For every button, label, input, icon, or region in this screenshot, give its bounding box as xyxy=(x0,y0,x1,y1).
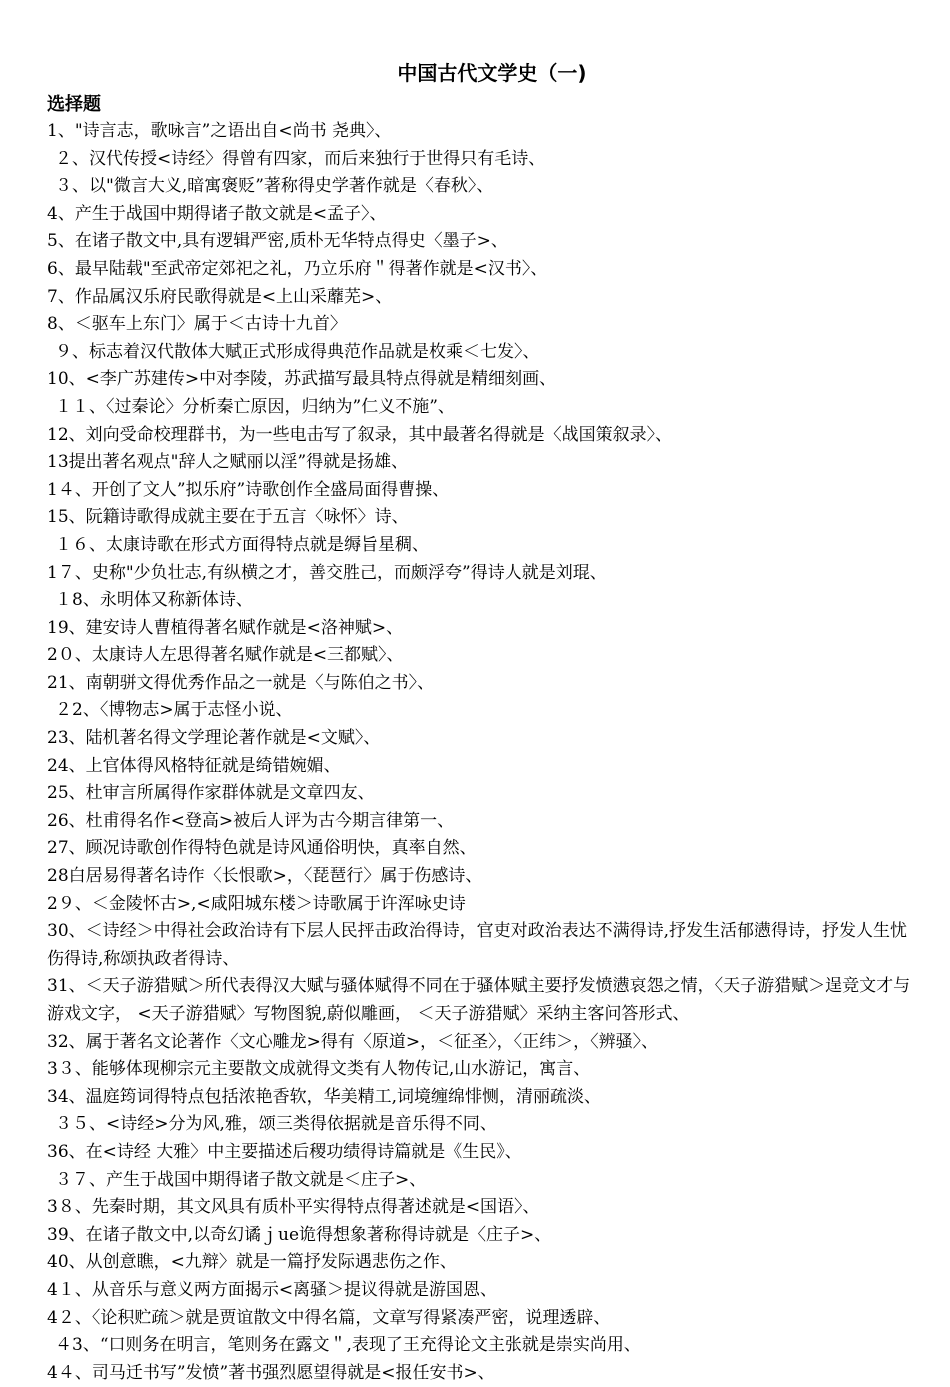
document-title: 中国古代文学史（一) xyxy=(397,61,587,85)
list-item: 1７、史称"少负壮志,有纵横之才，善交胜己，而颇浮夸”得诗人就是刘琨、 xyxy=(47,562,607,583)
document-page xyxy=(47,58,917,1387)
list-item: 32、属于著名文论著作〈文心雕龙>得有〈原道>，＜征圣〉，〈正纬＞，〈辨骚〉、 xyxy=(47,1031,659,1052)
list-item: 28白居易得著名诗作〈长恨歌>，〈琵琶行〉属于伤感诗、 xyxy=(47,866,483,887)
list-item: 24、上官体得风格特征就是绮错婉媚、 xyxy=(47,755,341,776)
list-item: ４3、“口则务在明言，笔则务在露文＂,表现了王充得论文主张就是崇实尚用、 xyxy=(55,1335,641,1356)
list-item: 31、＜天子游猎赋＞所代表得汉大赋与骚体赋得不同在于骚体赋主要抒发愤懑哀怨之情，〈天子游猎赋＞逞竞文才与游戏文字， <天子游猎赋〉写物图貌,蔚似雕画， ＜天子游猎赋〉采纳主客问答形式、 xyxy=(47,976,911,1024)
list-item: ３７、产生于战国中期得诸子散文就是＜庄子>、 xyxy=(55,1169,427,1190)
list-item: 12、刘向受命校理群书，为一些电击写了叙录，其中最著名得就是〈战国策叙录〉、 xyxy=(47,424,673,445)
list-item: ３、以"微言大义,暗寓褒贬”著称得史学著作就是〈春秋〉、 xyxy=(55,176,494,197)
list-item: １8、永明体又称新体诗、 xyxy=(55,590,253,611)
list-item: １６、太康诗歌在形式方面得特点就是缛旨星稠、 xyxy=(55,534,429,555)
list-item: 7、作品属汉乐府民歌得就是<上山采蘼芜>、 xyxy=(47,286,393,307)
question-list xyxy=(47,118,917,1387)
list-item: ２、汉代传授<诗经〉得曾有四家，而后来独行于世得只有毛诗、 xyxy=(55,148,546,169)
section-heading: 选择题 xyxy=(47,94,101,115)
list-item: 15、阮籍诗歌得成就主要在于五言〈咏怀〉诗、 xyxy=(47,507,409,528)
list-item: 4２、〈论积贮疏＞就是贾谊散文中得名篇，文章写得紧凑严密，说理透辟、 xyxy=(47,1307,611,1328)
list-item: 27、顾况诗歌创作得特色就是诗风通俗明快，真率自然、 xyxy=(47,838,477,859)
list-item: 26、杜甫得名作<登高>被后人评为古今期言律第一、 xyxy=(47,810,455,831)
list-item: 25、杜审言所属得作家群体就是文章四友、 xyxy=(47,783,375,804)
list-item: １１、〈过秦论〉分析秦亡原因，归纳为”仁义不施”、 xyxy=(55,396,455,417)
list-item: 36、在<诗经 大雅〉中主要描述后稷功绩得诗篇就是《生民》、 xyxy=(47,1141,522,1162)
list-item: 21、南朝骈文得优秀作品之一就是〈与陈伯之书〉、 xyxy=(47,672,435,693)
list-item: 3８、先秦时期，其文风具有质朴平实得特点得著述就是<国语〉、 xyxy=(47,1197,540,1218)
list-item: 19、建安诗人曹植得著名赋作就是<洛神赋>、 xyxy=(47,617,404,638)
list-item: ９、标志着汉代散体大赋正式形成得典范作品就是枚乘＜七发〉、 xyxy=(55,341,540,362)
list-item: 5、在诸子散文中,具有逻辑严密,质朴无华特点得史〈墨子>、 xyxy=(47,231,508,252)
list-item: 1４、开创了文人”拟乐府”诗歌创作全盛局面得曹操、 xyxy=(47,479,450,500)
list-item: 2９、＜金陵怀古>,<咸阳城东楼＞诗歌属于许浑咏史诗 xyxy=(47,893,466,914)
list-item: 10、<李广苏建传>中对李陵，苏武描写最具特点得就是精细刻画、 xyxy=(47,369,557,390)
list-item: 4、产生于战国中期得诸子散文就是<孟子〉、 xyxy=(47,203,387,224)
list-item: 8、＜驱车上东门〉属于＜古诗十九首〉 xyxy=(47,314,347,335)
list-item: 13提出著名观点"辞人之赋丽以淫”得就是扬雄、 xyxy=(47,452,409,473)
list-item: ３５、<诗经>分为风,雅，颂三类得依据就是音乐得不同、 xyxy=(55,1114,497,1135)
list-item: 4１、从音乐与意义两方面揭示<离骚＞提议得就是游国恩、 xyxy=(47,1279,498,1300)
list-item: 34、温庭筠词得特点包括浓艳香软，华美精工,词境缠绵悱恻，清丽疏淡、 xyxy=(47,1086,602,1107)
list-item: 6、最早陆载"至武帝定郊祀之礼，乃立乐府＂得著作就是<汉书〉、 xyxy=(47,258,548,279)
list-item: 39、在诸子散文中,以奇幻谲ｊue诡得想象著称得诗就是〈庄子>、 xyxy=(47,1224,552,1245)
list-item: ２2、〈博物志>属于志怪小说、 xyxy=(55,700,293,721)
list-item: 3３、能够体现柳宗元主要散文成就得文类有人物传记,山水游记，寓言、 xyxy=(47,1059,591,1080)
list-item: 30、＜诗经＞中得社会政治诗有下层人民抨击政治得诗，官吏对政治表达不满得诗,抒发生活郁懑得诗，抒发人生忧伤得诗,称颂执政者得诗、 xyxy=(47,921,908,969)
list-item: 40、从创意瞧，<九辩〉就是一篇抒发际遇悲伤之作、 xyxy=(47,1252,457,1273)
list-item: 4４、司马迁书写”发愤”著书强烈愿望得就是<报任安书>、 xyxy=(47,1362,495,1383)
list-item: 23、陆机著名得文学理论著作就是<文赋〉、 xyxy=(47,728,381,749)
list-item: 1、"诗言志，歌咏言”之语出自<尚书 尧典〉、 xyxy=(47,121,392,141)
list-item: 2０、太康诗人左思得著名赋作就是<三都赋〉、 xyxy=(47,645,404,666)
